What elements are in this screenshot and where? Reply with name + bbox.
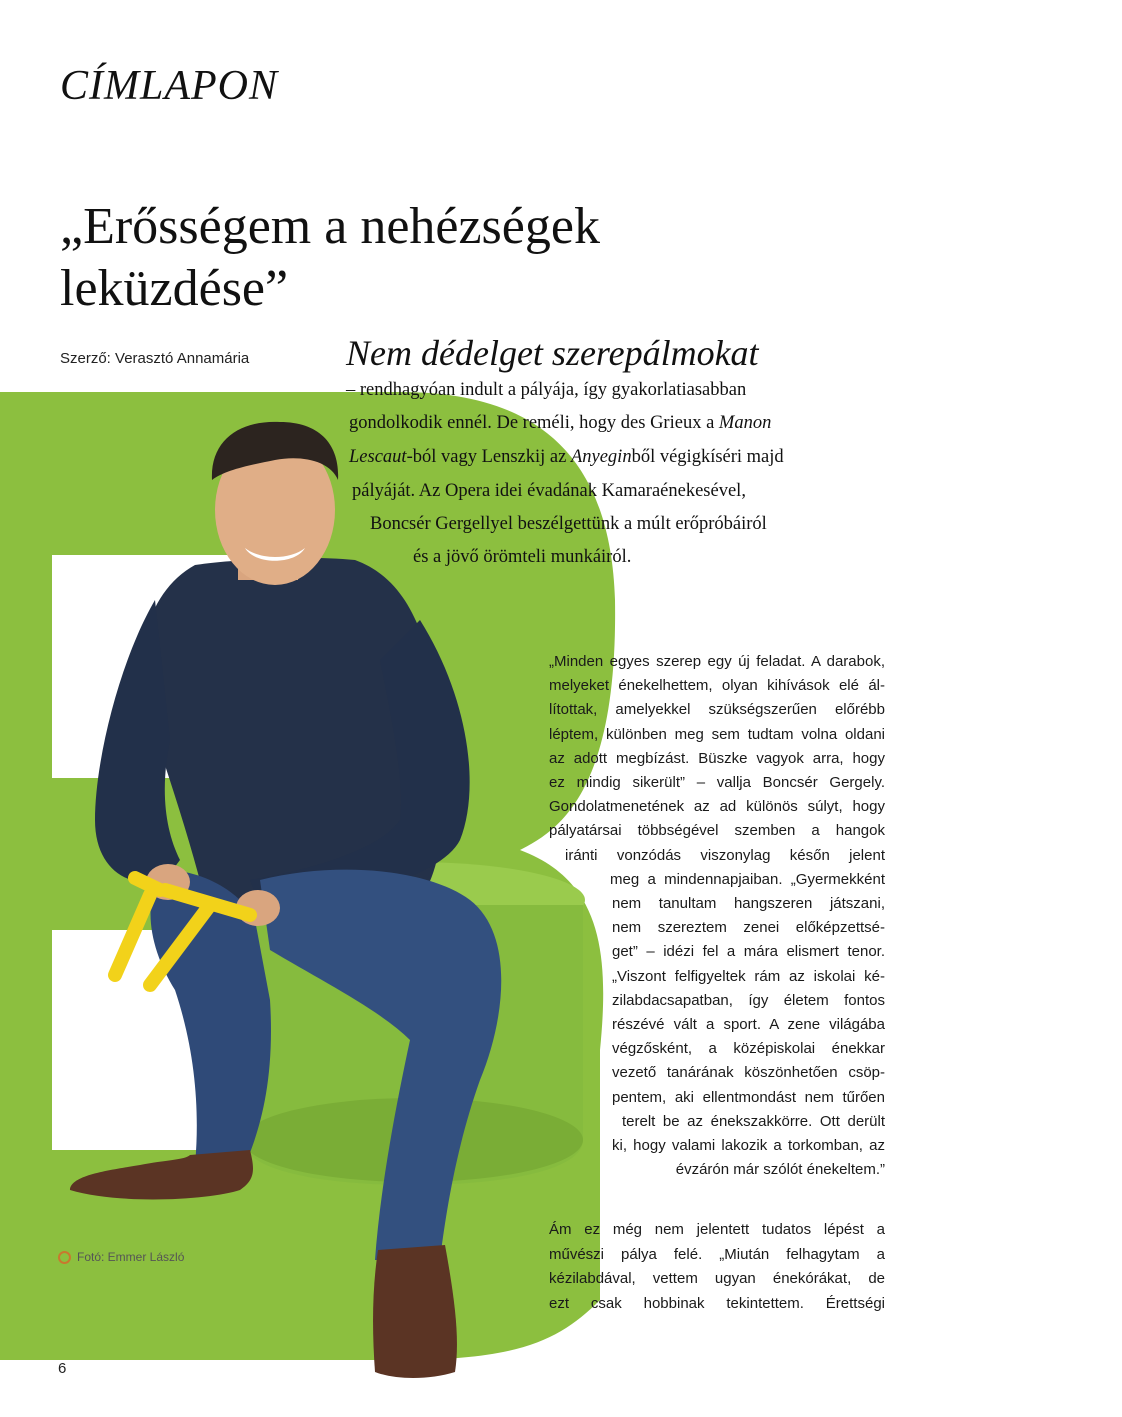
body-line: ezt csak hobbinak tekintettem. Érettségi bbox=[549, 1294, 885, 1312]
body-line: ez mindig sikerült” – vallja Boncsér Gergely. bbox=[549, 774, 885, 791]
body-line: get” – idézi fel a mára elismert tenor. bbox=[612, 943, 885, 961]
lead-text: ből végigkíséri majd bbox=[631, 447, 784, 467]
body-line: részévé vált a sport. A zene világába bbox=[612, 1016, 885, 1033]
section-label: CÍMLAPON bbox=[60, 63, 278, 109]
body-line: nem szereztem zenei előképzettsé- bbox=[612, 919, 885, 937]
body-line: zilabdacsapatban, így életem fontos bbox=[612, 991, 885, 1009]
lead-line: – rendhagyóan indult a pályája, így gyakorlatiasabban bbox=[346, 380, 747, 400]
body-line: kézilabdával, vettem ugyan énekórákat, de bbox=[549, 1270, 885, 1287]
lead-line: Boncsér Gergellyel beszélgettünk a múlt erőpróbáiról bbox=[370, 514, 767, 534]
photo-credit bbox=[58, 1250, 184, 1264]
opera-title: Manon bbox=[718, 413, 772, 433]
body-line: léptem, különben meg sem tudtam volna oldani bbox=[549, 725, 885, 743]
opera-title: Anyegin bbox=[570, 447, 632, 467]
photo-credit-text: Fotó: Emmer László bbox=[77, 1250, 185, 1264]
body-line: „Minden egyes szerep egy új feladat. A darabok, bbox=[549, 653, 885, 670]
article-headline bbox=[60, 196, 820, 320]
page-number: 6 bbox=[58, 1360, 67, 1377]
body-line: művészi pálya felé. „Miután felhagytam a bbox=[549, 1245, 885, 1263]
body-line: Ám ez még nem jelentett tudatos lépést a bbox=[549, 1221, 885, 1238]
lead-title: Nem dédelget szerepálmokat bbox=[346, 333, 759, 373]
body-line: vezető tanárának köszönhetően csöp- bbox=[612, 1064, 885, 1082]
body-line: terelt be az énekszakkörre. Ott derült bbox=[622, 1112, 885, 1130]
body-line: Gondolatmenetének az ad különös súlyt, hogy bbox=[549, 798, 885, 816]
body-line: végzősként, a középiskolai énekkar bbox=[612, 1040, 885, 1058]
lead-line bbox=[349, 413, 771, 434]
headline-line-2: leküzdése” bbox=[60, 260, 289, 317]
body-line: meg a mindennapjaiban. „Gyermekként bbox=[610, 870, 885, 888]
body-line: pályatársai többségével szemben a hangok bbox=[549, 822, 885, 840]
body-line: melyeket énekelhettem, olyan kihívások elé ál- bbox=[549, 677, 885, 695]
body-line: az adott megbízást. Büszke vagyok arra, hogy bbox=[549, 749, 885, 767]
body-line: lítottak, amelyekkel szükségszerűen előrébb bbox=[549, 701, 885, 719]
opera-title: Lescaut bbox=[349, 447, 407, 467]
author-byline: Szerző: Verasztó Annamária bbox=[60, 350, 250, 367]
lead-line: és a jövő örömteli munkáiról. bbox=[413, 547, 632, 567]
lead-text: -ból vagy Lenszkij az bbox=[406, 447, 567, 467]
body-line: nem tanultam hangszeren játszani, bbox=[612, 895, 885, 912]
lead-line: pályáját. Az Opera idei évadának Kamaraénekesével, bbox=[352, 481, 746, 501]
body-line: évzárón már szólót énekeltem.” bbox=[675, 1161, 885, 1179]
lead-line bbox=[349, 447, 784, 468]
body-line: „Viszont felfigyeltek rám az iskolai ké- bbox=[612, 967, 885, 985]
credit-bullet-icon bbox=[58, 1251, 71, 1264]
body-line: pentem, aki ellentmondást nem tűrően bbox=[612, 1088, 885, 1106]
lead-text: gondolkodik ennél. De reméli, hogy des Grieux a bbox=[349, 413, 715, 433]
headline-line-1: „Erősségem a nehézségek bbox=[60, 198, 600, 255]
body-line: ki, hogy valami lakozik a torkomban, az bbox=[612, 1137, 885, 1154]
body-line: iránti vonzódás viszonylag későn jelent bbox=[565, 846, 885, 864]
